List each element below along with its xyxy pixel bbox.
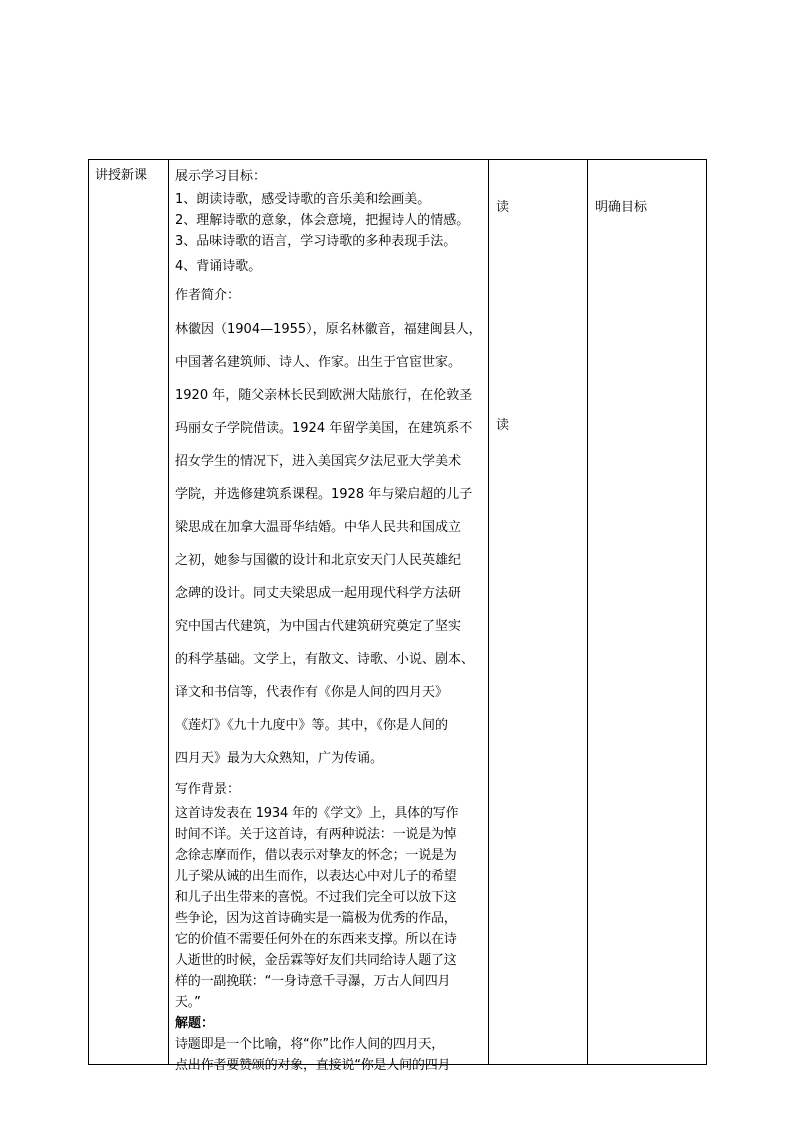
background-line: 样的一副挽联：“一身诗意千寻瀑，万古人间四月 [175,974,451,989]
goal-item: 4、背诵诗歌。 [175,259,262,274]
activity-read-1: 读 [496,200,510,215]
background-line: 时间不详。关于这首诗，有两种说法：一说是为悼 [175,827,457,842]
background-line: 这首诗发表在 1934 年的《学文》上，具体的写作 [175,806,459,821]
goal-item: 3、品味诗歌的语言，学习诗歌的多种表现手法。 [175,234,457,249]
author-line: 究中国古代建筑，为中国古代建筑研究奠定了坚实 [175,619,462,634]
author-line: 玛丽女子学院借读。1924 年留学美国，在建筑系不 [175,421,473,436]
background-line: 念徐志摩而作，借以表示对挚友的怀念；一说是为 [175,848,457,863]
background-title: 写作背景： [175,782,241,797]
section-label: 讲授新课 [95,168,148,183]
lesson-plan-table [88,159,707,1073]
background-line: 儿子梁从诫的出生而作，以表达心中对儿子的希望 [175,869,457,884]
author-line: 的科学基础。文学上，有散文、诗歌、小说、剧本、 [175,652,475,667]
background-line: 和儿子出生带来的喜悦。不过我们完全可以放下这 [175,890,457,905]
author-line: 四月天》最为大众熟知，广为传诵。 [175,751,384,766]
author-title: 作者简介： [175,288,241,303]
author-line: 1920 年，随父亲林长民到欧洲大陆旅行，在伦敦圣 [175,388,473,403]
background-line: 人逝世的时候，金岳霖等好友们共同给诗人题了这 [175,953,457,968]
title-line: 诗题即是一个比喻，将“你”比作人间的四月天， [175,1037,445,1052]
author-line: 林徽因（1904—1955），原名林徽音，福建闽县人， [175,322,482,337]
background-line: 它的价值不需要任何外在的东西来支撑。所以在诗 [175,932,457,947]
goal-item: 2、理解诗歌的意象，体会意境，把握诗人的情感。 [175,213,470,228]
author-line: 学院，并选修建筑系课程。1928 年与梁启超的儿子 [175,487,473,502]
author-line: 念碑的设计。同丈夫梁思成一起用现代科学方法研 [175,586,462,601]
title-label: 解题： [175,1016,215,1031]
author-line: 招女学生的情况下，进入美国宾夕法尼亚大学美术 [175,454,462,469]
lesson-content [175,167,487,1076]
activity-column [489,160,588,1064]
background-line: 些争论，因为这首诗确实是一篇极为优秀的作品， [175,911,457,926]
author-line: 之初，她参与国徽的设计和北京安天门人民英雄纪 [175,553,462,568]
author-line: 中国著名建筑师、诗人、作家。出生于官宦世家。 [175,355,462,370]
activity-read-2: 读 [496,418,510,433]
author-line: 译文和书信等，代表作有《你是人间的四月天》 [175,685,449,700]
background-line: 天。” [175,995,201,1010]
goal-item: 1、朗读诗歌，感受诗歌的音乐美和绘画美。 [175,192,431,207]
title-line: 点出作者要赞颂的对象，直接说“你是人间的四月 [175,1058,451,1073]
section-column [89,160,169,1064]
author-line: 《莲灯》《九十九度中》等。其中，《你是人间的 [175,718,449,733]
intent-column [588,160,706,1064]
intent-label: 明确目标 [595,200,648,215]
author-line: 梁思成在加拿大温哥华结婚。中华人民共和国成立 [175,520,462,535]
content-column [169,160,489,1073]
goals-title: 展示学习目标： [175,169,267,184]
